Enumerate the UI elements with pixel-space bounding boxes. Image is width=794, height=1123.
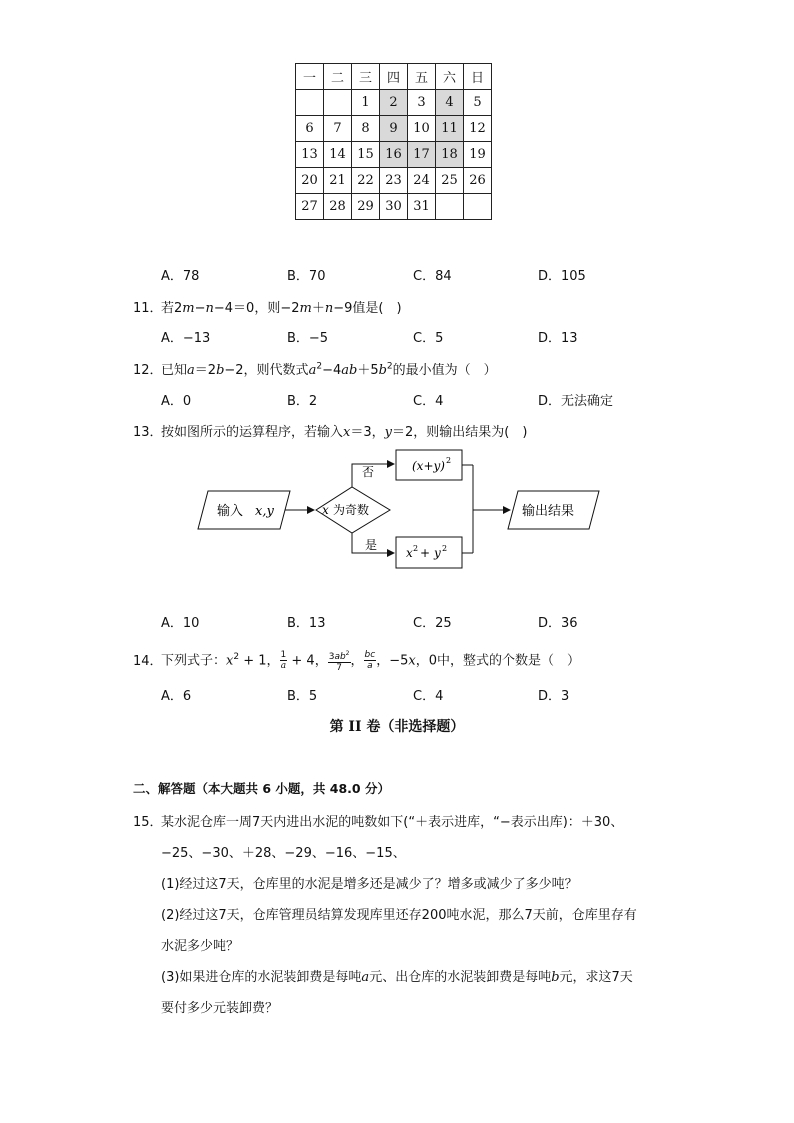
calendar-day-cell: 15 <box>352 142 380 168</box>
q11-option-c: C．5 <box>413 331 444 346</box>
flow-box-square-sum-y: y <box>434 546 441 560</box>
calendar-day-cell: 11 <box>436 116 464 142</box>
flow-decision-label: 为奇数 <box>333 503 370 517</box>
q12-number: 12． <box>133 363 163 378</box>
q15-sub2a: (2)经过这7天，仓库管理员结算发现库里还存200吨水泥，那么7天前，仓库里存有 <box>161 908 637 923</box>
calendar-day-cell: 17 <box>408 142 436 168</box>
flow-box-square-sum-plus: + <box>420 546 431 560</box>
q14-text: 下列式子：$x^2 + 1$， $\frac{1}{a}$ + 4， $\frac{3ab^2}{7}$ ， $\frac{bc}{a}$ ，−5x，0中，整式的个数是（ ） <box>161 649 580 673</box>
q14-number: 14． <box>133 654 163 669</box>
flow-decision-var: x <box>322 503 329 517</box>
q12-option-d: D．无法确定 <box>538 394 614 409</box>
calendar-day-cell: 29 <box>352 194 380 220</box>
calendar-day-cell: 31 <box>408 194 436 220</box>
flow-input-shape <box>198 491 290 529</box>
calendar-day-cell: 23 <box>380 168 408 194</box>
q14-option-c: C．4 <box>413 689 444 704</box>
calendar-header-cell: 四 <box>380 64 408 90</box>
q13-option-c: C．25 <box>413 616 452 631</box>
q14-option-b: B．5 <box>287 689 318 704</box>
calendar-header-cell: 五 <box>408 64 436 90</box>
calendar-day-cell: 7 <box>324 116 352 142</box>
calendar-day-cell: 24 <box>408 168 436 194</box>
q11-option-a: A．−13 <box>161 331 211 346</box>
flow-input-vars: x,y <box>255 504 274 519</box>
calendar-day-cell: 16 <box>380 142 408 168</box>
calendar-day-cell: 27 <box>296 194 324 220</box>
flow-box-square-sum-expr: x <box>406 546 413 560</box>
flow-box-sum-square-exp: 2 <box>446 456 452 465</box>
q13-option-a: A．10 <box>161 616 200 631</box>
calendar-day-cell: 8 <box>352 116 380 142</box>
calendar-header-cell: 三 <box>352 64 380 90</box>
q12-option-c: C．4 <box>413 394 444 409</box>
flow-box-square-sum-exp1: 2 <box>413 544 419 553</box>
q10-option-a: A．78 <box>161 269 200 284</box>
calendar-day-cell: 2 <box>380 90 408 116</box>
flow-box-square-sum-exp2: 2 <box>442 544 448 553</box>
calendar-day-cell: 9 <box>380 116 408 142</box>
calendar-header-cell: 日 <box>464 64 492 90</box>
q10-option-b: B．70 <box>287 269 326 284</box>
calendar-day-cell: 20 <box>296 168 324 194</box>
flow-input-label: 输入 <box>217 504 244 519</box>
q12-text: 已知a＝2b−2，则代数式$a^2-4ab+5b^2$的最小值为（ ） <box>161 361 497 378</box>
calendar-day-cell: 22 <box>352 168 380 194</box>
q11-number: 11． <box>133 301 163 316</box>
calendar-day-cell: 3 <box>408 90 436 116</box>
calendar-day-cell: 13 <box>296 142 324 168</box>
flow-no-label: 否 <box>362 465 375 479</box>
calendar-day-cell: 18 <box>436 142 464 168</box>
calendar-day-cell: 12 <box>464 116 492 142</box>
calendar-header-cell: 二 <box>324 64 352 90</box>
calendar-day-cell: 5 <box>464 90 492 116</box>
calendar-day-cell: 25 <box>436 168 464 194</box>
calendar-day-cell: 14 <box>324 142 352 168</box>
q10-option-c: C．84 <box>413 269 452 284</box>
q15-number: 15． <box>133 815 163 830</box>
calendar-day-cell: 28 <box>324 194 352 220</box>
q11-text: 若2m−n−4＝0，则−2m＋n−9值是( ) <box>161 301 402 316</box>
q15-line2: −25、−30、＋28、−29、−16、−15、 <box>161 846 406 861</box>
q11-option-b: B．−5 <box>287 331 329 346</box>
q12-option-a: A．0 <box>161 394 192 409</box>
q13-number: 13． <box>133 425 163 440</box>
q15-line1: 某水泥仓库一周7天内进出水泥的吨数如下(“＋表示进库，“−表示出库)：＋30、 <box>161 815 624 830</box>
calendar-day-cell: 4 <box>436 90 464 116</box>
calendar-header-cell: 六 <box>436 64 464 90</box>
flow-box-sum-square-expr: (x+y) <box>412 459 445 473</box>
calendar-day-cell: 26 <box>464 168 492 194</box>
calendar-day-cell: 21 <box>324 168 352 194</box>
q13-text: 按如图所示的运算程序，若输入x＝3，y＝2，则输出结果为( ) <box>161 425 528 440</box>
q15-sub3b: 要付多少元装卸费？ <box>161 1001 279 1016</box>
q14-option-d: D．3 <box>538 689 570 704</box>
calendar-day-cell: 10 <box>408 116 436 142</box>
q15-sub3a: (3)如果进仓库的水泥装卸费是每吨a元、出仓库的水泥装卸费是每吨b元，求这7天 <box>161 970 633 985</box>
q11-option-d: D．13 <box>538 331 578 346</box>
q15-sub1: (1)经过这7天，仓库里的水泥是增多还是减少了？增多或减少了多少吨？ <box>161 877 578 892</box>
q14-option-a: A．6 <box>161 689 192 704</box>
flow-output-label: 输出结果 <box>522 504 575 519</box>
calendar-day-cell: 6 <box>296 116 324 142</box>
calendar-header-cell: 一 <box>296 64 324 90</box>
calendar-day-cell: 1 <box>352 90 380 116</box>
flow-yes-label: 是 <box>365 538 378 552</box>
calendar-day-cell: 30 <box>380 194 408 220</box>
q13-option-b: B．13 <box>287 616 326 631</box>
section2-title: 二、解答题（本大题共 6 小题，共 48.0 分） <box>133 781 390 796</box>
q15-sub2b: 水泥多少吨？ <box>161 939 240 954</box>
calendar-day-cell: 19 <box>464 142 492 168</box>
q13-option-d: D．36 <box>538 616 578 631</box>
q10-option-d: D．105 <box>538 269 586 284</box>
q12-option-b: B．2 <box>287 394 318 409</box>
part2-title: 第 II 卷（非选择题） <box>329 719 465 735</box>
